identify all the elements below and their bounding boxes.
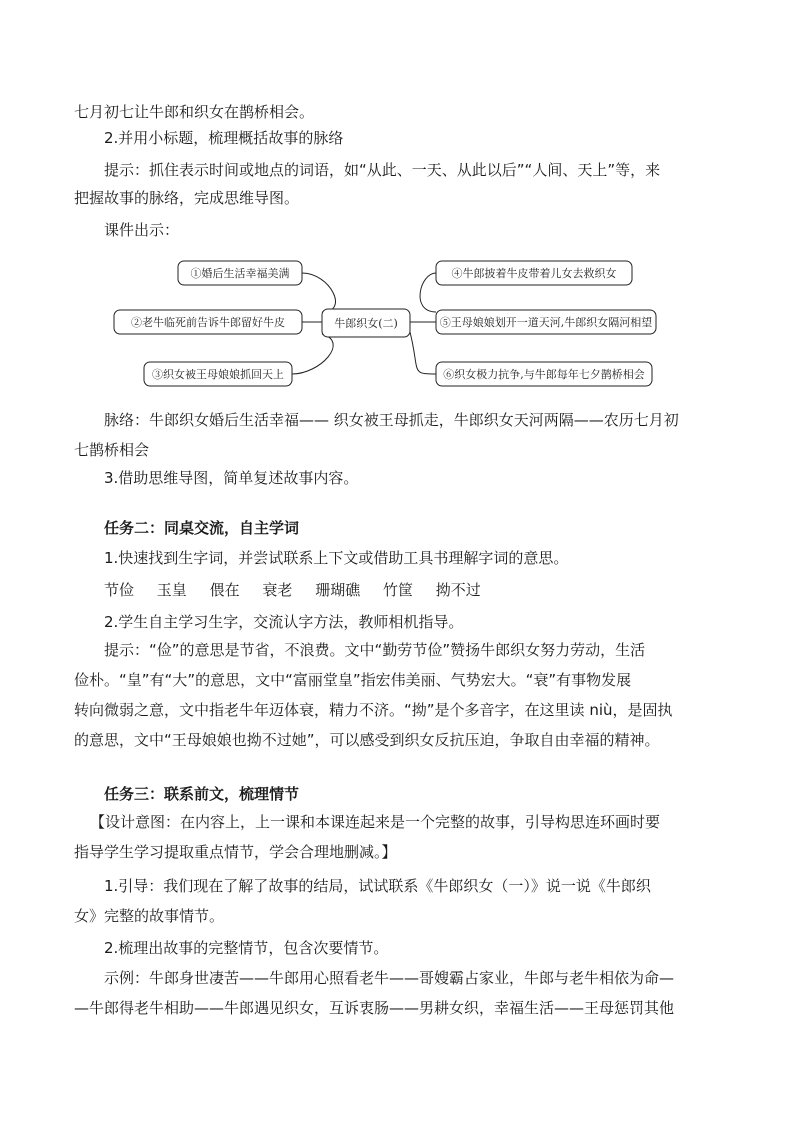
- connector-line: [420, 273, 436, 312]
- paragraph-line: 1.引导：我们现在了解了故事的结局，试试联系《牛郎织女（一）》说一说《牛郎织: [104, 877, 651, 895]
- paragraph-line: 脉络：牛郎织女婚后生活幸福—— 织女被王母抓走，牛郎织女天河两隔——农历七月初: [104, 411, 679, 429]
- paragraph-line: 课件出示：: [104, 221, 180, 239]
- vocab-word: 玉皇: [156, 581, 187, 599]
- mind-node-right-2: [436, 310, 656, 334]
- mind-node-left-1: [178, 261, 302, 285]
- paragraph-line: 指导学生学习提取重点情节，学会合理地删减。】: [74, 843, 397, 861]
- paragraph-line: 女》完整的故事情节。: [74, 907, 225, 925]
- vocab-word: 偎在: [209, 581, 240, 599]
- paragraph-line: 把握故事的脉络，完成思维导图。: [74, 189, 300, 207]
- svg-text:③织女被王母娘娘抓回天上: ③织女被王母娘娘抓回天上: [152, 368, 284, 381]
- vocab-list: [104, 580, 724, 600]
- paragraph-line: 3.借助思维导图，简单复述故事内容。: [104, 469, 359, 487]
- section-heading: 任务二：同桌交流，自主学词: [104, 519, 300, 537]
- svg-text:⑥织女极力抗争,与牛郎每年七夕鹊桥相会: ⑥织女极力抗争,与牛郎每年七夕鹊桥相会: [443, 368, 645, 381]
- vocab-word: 竹筐: [382, 581, 413, 599]
- mind-node-left-2: [114, 310, 302, 334]
- paragraph-line: 2.梳理出故事的完整情节，包含次要情节。: [104, 939, 389, 957]
- mind-node-center: [322, 309, 410, 337]
- paragraph-line: 2.并用小标题，梳理概括故事的脉络: [104, 129, 344, 147]
- vocab-word: 珊瑚礁: [315, 581, 361, 599]
- paragraph-line: 俭朴。“皇”有“大”的意思，文中“富丽堂皇”指宏伟美丽、气势宏大。“衰”有事物发展: [74, 671, 632, 689]
- vocab-word: 节俭: [104, 581, 135, 599]
- svg-text:牛郎织女(二): 牛郎织女(二): [334, 317, 398, 330]
- svg-text:④牛郎披着牛皮带着儿女去救织女: ④牛郎披着牛皮带着儿女去救织女: [451, 267, 617, 280]
- connector-line: [410, 332, 436, 374]
- paragraph-line: 【设计意图：在内容上，上一课和本课连起来是一个完整的故事，引导构思连环画时要: [90, 813, 661, 831]
- mind-node-right-3: [436, 362, 652, 386]
- mind-map-diagram: [110, 252, 670, 392]
- paragraph-line: 转向微弱之意，文中指老牛年迈体衰，精力不济。“拗”是个多音字，在这里读 niù，是固执: [74, 701, 673, 719]
- connector-line: [302, 273, 335, 312]
- svg-text:①婚后生活幸福美满: ①婚后生活幸福美满: [190, 267, 290, 280]
- vocab-word: 拗不过: [435, 581, 481, 599]
- connector-line: [292, 334, 333, 374]
- paragraph-line: 提示：“俭”的意思是节省，不浪费。文中“勤劳节俭”赞扬牛郎织女努力劳动，生活: [104, 641, 646, 659]
- vocab-word: 衰老: [262, 581, 293, 599]
- svg-text:⑤王母娘娘划开一道天河,牛郎织女隔河相望: ⑤王母娘娘划开一道天河,牛郎织女隔河相望: [439, 316, 653, 329]
- paragraph-line: —牛郎得老牛相助——牛郎遇见织女，互诉衷肠——男耕女织，幸福生活——王母惩罚其他: [74, 999, 675, 1017]
- paragraph-line: 示例：牛郎身世凄苦——牛郎用心照看老牛——哥嫂霸占家业，牛郎与老牛相依为命—: [104, 969, 675, 987]
- paragraph-line: 的意思，文中“王母娘娘也拗不过她”，可以感受到织女反抗压迫，争取自由幸福的精神。: [74, 731, 660, 749]
- paragraph-line: 七月初七让牛郎和织女在鹊桥相会。: [74, 103, 315, 121]
- paragraph-line: 七鹊桥相会: [74, 441, 150, 459]
- section-heading: 任务三：联系前文，梳理情节: [104, 785, 300, 803]
- paragraph-line: 提示：抓住表示时间或地点的词语，如“从此、一天、从此以后”“人间、天上”等，来: [104, 161, 661, 179]
- mind-node-right-1: [436, 261, 632, 285]
- paragraph-line: 2.学生自主学习生字，交流认字方法，教师相机指导。: [104, 613, 464, 631]
- mind-node-left-3: [144, 362, 292, 386]
- paragraph-line: 1.快速找到生字词，并尝试联系上下文或借助工具书理解字词的意思。: [104, 549, 569, 567]
- svg-text:②老牛临死前告诉牛郎留好牛皮: ②老牛临死前告诉牛郎留好牛皮: [131, 316, 285, 329]
